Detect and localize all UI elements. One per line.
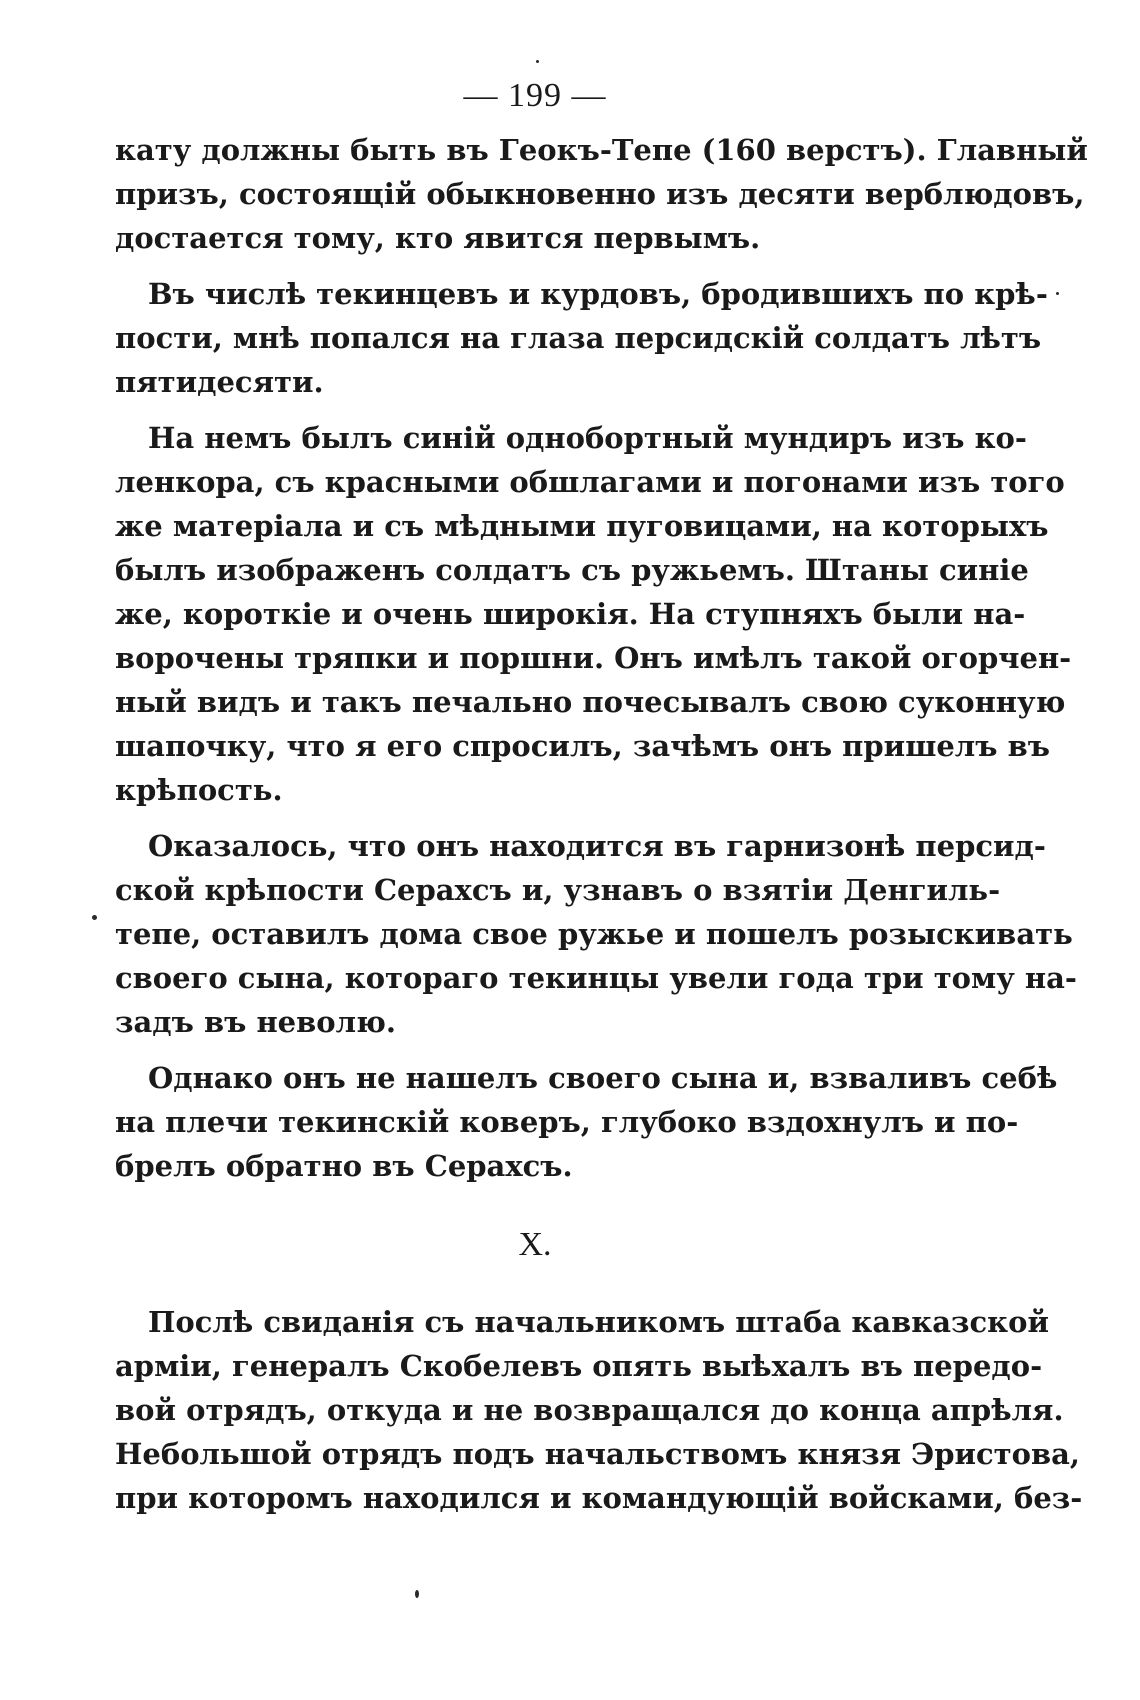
text-line: тепе, оставилъ дома свое ружье и пошелъ розыскивать xyxy=(115,917,1073,951)
scan-speck xyxy=(1056,292,1059,295)
text-line: ворочены тряпки и поршни. Онъ имѣлъ такой огорчен- xyxy=(115,641,1072,675)
text-line: былъ изображенъ солдатъ съ ружьемъ. Штаны синіе xyxy=(115,553,1029,587)
text-line: своего сына, котораго текинцы увели года три тому на- xyxy=(115,961,1077,995)
text-line: Послѣ свиданія съ начальникомъ штаба кавказской xyxy=(148,1305,1049,1339)
text-line: Оказалось, что онъ находится въ гарнизонѣ персид- xyxy=(148,829,1046,863)
text-line: задъ въ неволю. xyxy=(115,1005,396,1039)
chapter-heading: Х. xyxy=(518,1226,552,1263)
text-line: же, короткіе и очень широкія. На ступняхъ были на- xyxy=(115,597,1026,631)
text-line: брелъ обратно въ Серахсъ. xyxy=(115,1149,573,1183)
text-line: арміи, генералъ Скобелевъ опять выѣхалъ въ передо- xyxy=(115,1349,1043,1383)
scan-speck xyxy=(536,60,539,63)
scan-speck xyxy=(415,1590,419,1598)
text-line: шапочку, что я его спросилъ, зачѣмъ онъ пришелъ въ xyxy=(115,729,1050,763)
text-line: пости, мнѣ попался на глаза персидскій солдатъ лѣтъ xyxy=(115,321,1042,355)
text-line: крѣпость. xyxy=(115,773,283,807)
scan-speck xyxy=(92,915,97,920)
text-line: ленкора, съ красными обшлагами и погонами изъ того xyxy=(115,465,1065,499)
text-line: Небольшой отрядъ подъ начальствомъ князя Эристова, xyxy=(115,1437,1081,1471)
text-line: На немъ былъ синій однобортный мундиръ изъ ко- xyxy=(148,421,1027,455)
text-line: ской крѣпости Серахсъ и, узнавъ о взятіи Денгиль- xyxy=(115,873,1001,907)
text-line: вой отрядъ, откуда и не возвращался до конца апрѣля. xyxy=(115,1393,1064,1427)
text-line: же матеріала и съ мѣдными пуговицами, на которыхъ xyxy=(115,509,1049,543)
text-line: Однако онъ не нашелъ своего сына и, взваливъ себѣ xyxy=(148,1061,1058,1095)
text-line: Въ числѣ текинцевъ и курдовъ, бродившихъ по крѣ- xyxy=(148,277,1048,311)
text-line: на плечи текинскій коверъ, глубоко вздохнулъ и по- xyxy=(115,1105,1019,1139)
text-line: пятидесяти. xyxy=(115,365,324,399)
text-line: при которомъ находился и командующій войсками, без- xyxy=(115,1481,1083,1515)
text-line: ный видъ и такъ печально почесывалъ свою суконную xyxy=(115,685,1066,719)
text-line: кату должны быть въ Геокъ-Тепе (160 верстъ). Главный xyxy=(115,133,1088,167)
page-number: — 199 — xyxy=(463,77,607,114)
text-line: призъ, состоящій обыкновенно изъ десяти верблюдовъ, xyxy=(115,177,1085,211)
text-line: достается тому, кто явится первымъ. xyxy=(115,221,761,255)
